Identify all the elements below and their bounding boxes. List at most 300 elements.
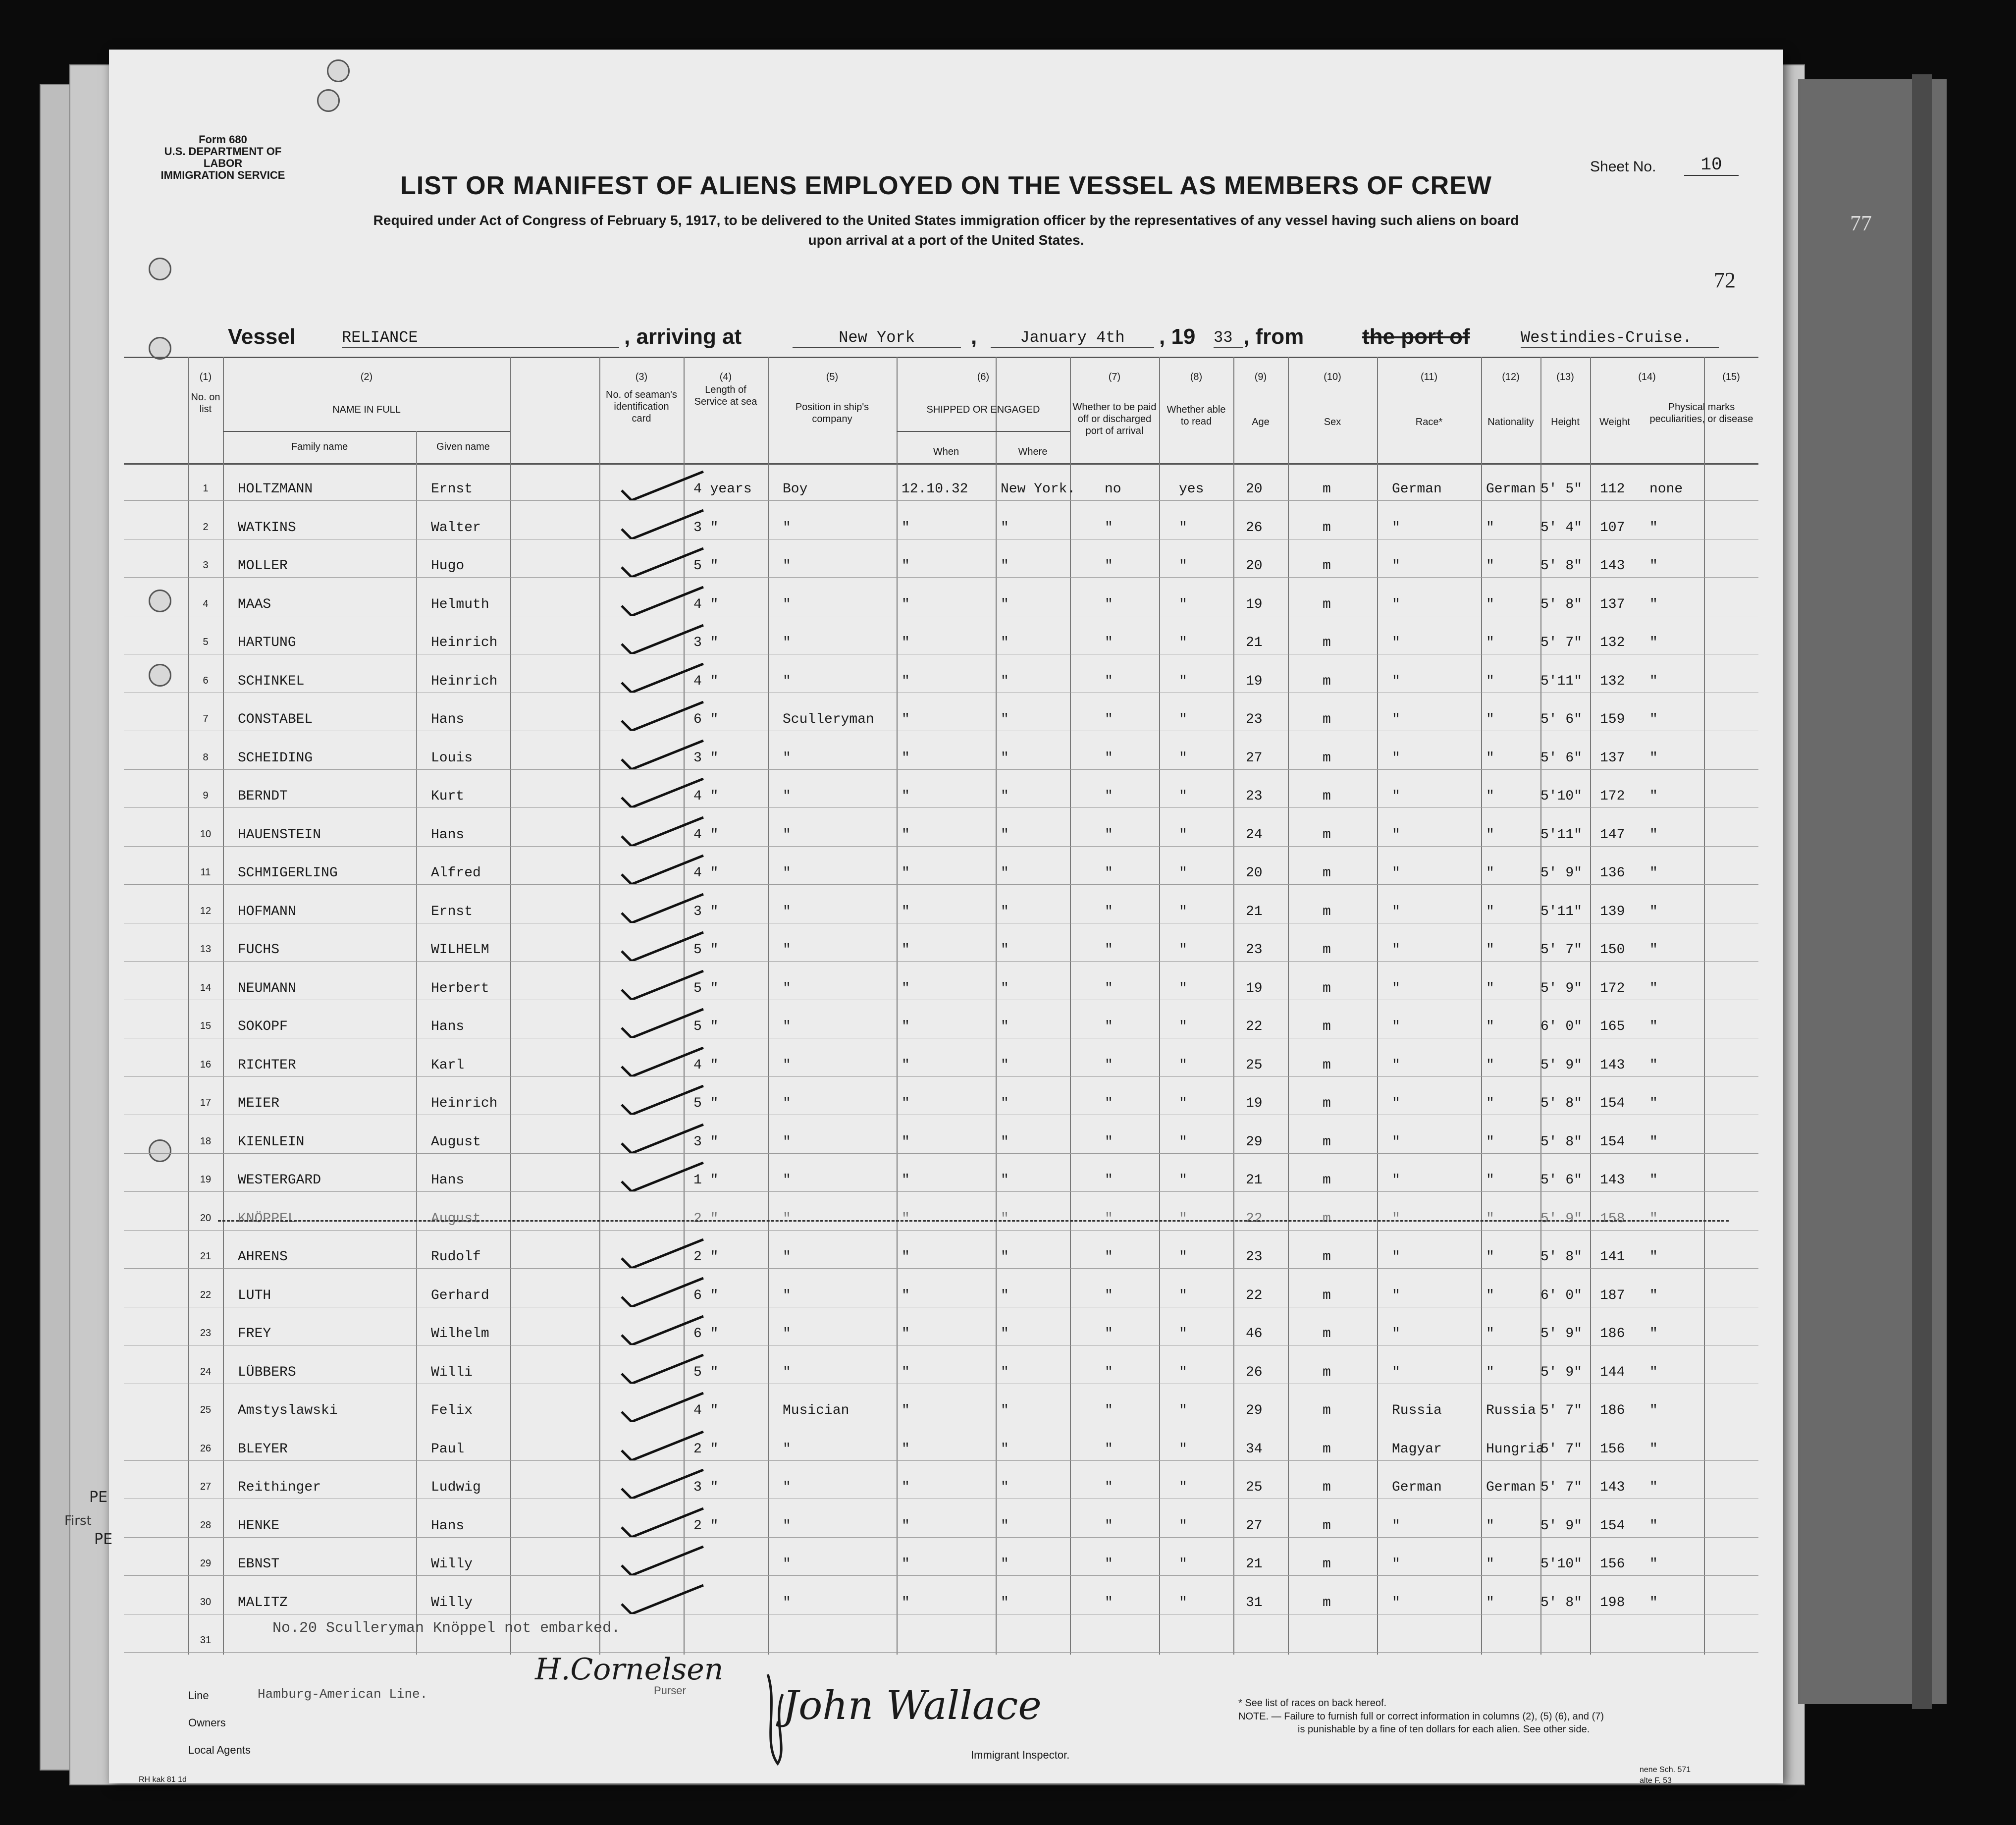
cell-position: " [783, 673, 791, 689]
row-number: 28 [200, 1519, 212, 1531]
header-nationality: Nationality [1487, 417, 1534, 428]
cell-weight: 132 [1600, 673, 1625, 689]
cell-family: MALITZ [238, 1595, 288, 1610]
cell-weight: 147 [1600, 827, 1625, 843]
cell-read: " [1179, 673, 1187, 689]
cell-race: " [1392, 712, 1400, 727]
cell-marks: " [1649, 980, 1658, 996]
cell-given: Louis [431, 750, 473, 766]
cell-given: Hans [431, 712, 465, 727]
cell-service: 4 " [693, 1403, 719, 1418]
cell-position: " [783, 596, 791, 612]
row-number: 30 [200, 1596, 212, 1608]
cell-family: FREY [238, 1326, 271, 1342]
cell-marks: " [1649, 635, 1658, 650]
cell-height: 5' 7" [1540, 942, 1583, 958]
cell-nat: German [1486, 482, 1536, 497]
cell-height: 5' 6" [1540, 1173, 1583, 1188]
cell-where: " [1001, 1019, 1009, 1034]
header-where: Where [1018, 446, 1048, 457]
crew-table [124, 357, 1758, 1655]
cell-where: " [1001, 980, 1009, 996]
cell-height: 5' 8" [1540, 1249, 1583, 1265]
cell-age: 21 [1246, 1557, 1263, 1572]
cell-position: " [783, 750, 791, 766]
cell-where: " [1001, 1211, 1009, 1227]
cell-sex: m [1323, 1211, 1331, 1227]
cell-height: 5'10" [1540, 789, 1583, 804]
cell-where: " [1001, 712, 1009, 727]
name-split-line [416, 431, 417, 1655]
cell-nat: " [1486, 1249, 1494, 1265]
cell-service: 3 " [693, 520, 719, 536]
cell-height: 5' 8" [1540, 558, 1583, 574]
cell-when: " [902, 1326, 910, 1342]
cell-height: 5' 9" [1540, 1326, 1583, 1342]
cell-nat: " [1486, 750, 1494, 766]
cell-race: " [1392, 1595, 1400, 1610]
cell-race: " [1392, 635, 1400, 650]
cell-sex: m [1323, 904, 1331, 919]
row-divider [124, 1460, 1758, 1461]
line-label: Line [188, 1689, 209, 1702]
cell-weight: 143 [1600, 1480, 1625, 1495]
row-number: 9 [203, 790, 209, 801]
cell-given: Ernst [431, 482, 473, 497]
cell-nat: " [1486, 827, 1494, 843]
cell-sex: m [1323, 1019, 1331, 1034]
cell-nat: " [1486, 1326, 1494, 1342]
cell-given: Gerhard [431, 1288, 489, 1303]
cell-read: " [1179, 1364, 1187, 1380]
cell-marks: " [1649, 1326, 1658, 1342]
cell-marks: " [1649, 1518, 1658, 1534]
page-title: LIST OR MANIFEST OF ALIENS EMPLOYED ON THE VESSEL AS MEMBERS OF CREW [400, 171, 1492, 200]
cell-when: " [902, 942, 910, 958]
row-number: 25 [200, 1404, 212, 1415]
cell-race: " [1392, 1326, 1400, 1342]
row-number: 23 [200, 1328, 212, 1339]
row-divider [124, 846, 1758, 847]
cell-marks: " [1649, 904, 1658, 919]
cell-sex: m [1323, 673, 1331, 689]
row-number: 6 [203, 675, 209, 686]
cell-weight: 107 [1600, 520, 1625, 536]
cell-position: " [783, 1211, 791, 1227]
header-name-in-full: NAME IN FULL [332, 404, 401, 415]
cell-where: " [1001, 1441, 1009, 1457]
cell-race: " [1392, 865, 1400, 881]
punch-hole [327, 59, 350, 82]
cell-read: " [1179, 1557, 1187, 1572]
cell-when: " [902, 827, 910, 843]
from-struck-text: the port of [1362, 324, 1470, 349]
cell-when: " [902, 1249, 910, 1265]
cell-position: " [783, 1595, 791, 1610]
cell-sex: m [1323, 750, 1331, 766]
cell-height: 5' 9" [1540, 1364, 1583, 1380]
cell-where: " [1001, 1557, 1009, 1572]
col-number: (1) [199, 372, 212, 382]
cell-race: " [1392, 1211, 1400, 1227]
cell-weight: 136 [1600, 865, 1625, 881]
cell-read: yes [1179, 482, 1204, 497]
cell-read: " [1179, 827, 1187, 843]
row-divider [124, 1268, 1758, 1269]
cell-position: Boy [783, 482, 808, 497]
subtitle-line-1: Required under Act of Congress of February 5, 1917, to be delivered to the United States immigration officer by the representatives of any vessel having such aliens on board [373, 213, 1519, 228]
cell-sex: m [1323, 789, 1331, 804]
form-number: Form 680 [199, 133, 247, 146]
cell-family: BERNDT [238, 789, 288, 804]
manifest-sheet [64, 50, 1783, 1785]
cell-paid: " [1105, 1480, 1113, 1495]
cell-age: 34 [1246, 1441, 1263, 1457]
cell-nat: " [1486, 1518, 1494, 1534]
cell-weight: 186 [1600, 1326, 1625, 1342]
cell-read: " [1179, 1173, 1187, 1188]
purser-label: Purser [654, 1684, 686, 1697]
cell-race: Magyar [1392, 1441, 1442, 1457]
row-divider [124, 961, 1758, 962]
cell-where: " [1001, 1249, 1009, 1265]
cell-read: " [1179, 520, 1187, 536]
cell-read: " [1179, 750, 1187, 766]
cell-where: " [1001, 520, 1009, 536]
cell-height: 5' 4" [1540, 520, 1583, 536]
cell-where: " [1001, 750, 1009, 766]
cell-read: " [1179, 980, 1187, 996]
cell-when: " [902, 1019, 910, 1034]
cell-where: " [1001, 1364, 1009, 1380]
row-number: 2 [203, 521, 209, 533]
col-number: (4) [719, 372, 732, 382]
cell-paid: " [1105, 827, 1113, 843]
cell-family: KIENLEIN [238, 1134, 305, 1150]
header-able-read: Whether able to read [1167, 404, 1226, 427]
cell-when: " [902, 904, 910, 919]
cell-age: 23 [1246, 789, 1263, 804]
inspector-signature-text: John Wallace [783, 1682, 1042, 1728]
row-number: 18 [200, 1135, 212, 1147]
cell-weight: 186 [1600, 1403, 1625, 1418]
cell-family: LUTH [238, 1288, 271, 1303]
punch-hole [149, 258, 171, 280]
cell-where: " [1001, 1403, 1009, 1418]
cell-nat: " [1486, 1211, 1494, 1227]
cell-age: 21 [1246, 635, 1263, 650]
cell-sex: m [1323, 1557, 1331, 1572]
cell-read: " [1179, 635, 1187, 650]
cell-service: 6 " [693, 1326, 719, 1342]
cell-position: " [783, 980, 791, 996]
cell-height: 5'10" [1540, 1557, 1583, 1572]
cell-given: Paul [431, 1441, 465, 1457]
cell-age: 21 [1246, 1173, 1263, 1188]
cell-family: WATKINS [238, 520, 296, 536]
cell-when: " [902, 712, 910, 727]
cell-race: " [1392, 789, 1400, 804]
cell-marks: " [1649, 827, 1658, 843]
cell-race: " [1392, 1364, 1400, 1380]
cell-when: " [902, 1480, 910, 1495]
remark-not-embarked: No.20 Sculleryman Knöppel not embarked. [272, 1620, 621, 1637]
cell-nat: " [1486, 1173, 1494, 1188]
form-service: IMMIGRATION SERVICE [160, 169, 285, 181]
cell-read: " [1179, 1595, 1187, 1610]
row-number: 17 [200, 1097, 212, 1108]
cell-where: " [1001, 1480, 1009, 1495]
cell-given: Rudolf [431, 1249, 481, 1265]
col-number: (3) [635, 372, 648, 382]
cell-when: " [902, 1288, 910, 1303]
margin-number-top: 77 [1850, 211, 1872, 235]
cell-position: " [783, 1057, 791, 1073]
sheet-number-value: 10 [1684, 155, 1739, 176]
cell-age: 22 [1246, 1019, 1263, 1034]
cell-paid: " [1105, 1288, 1113, 1303]
sheet-number-label: Sheet No. [1590, 159, 1656, 175]
cell-read: " [1179, 1441, 1187, 1457]
cell-race: " [1392, 1096, 1400, 1111]
header-weight: Weight [1599, 417, 1630, 428]
cell-when: " [902, 1557, 910, 1572]
cell-family: CONSTABEL [238, 712, 313, 727]
cell-paid: " [1105, 1326, 1113, 1342]
cell-family: LÜBBERS [238, 1364, 296, 1380]
cell-height: 5'11" [1540, 904, 1583, 919]
cell-read: " [1179, 1134, 1187, 1150]
cell-weight: 143 [1600, 1057, 1625, 1073]
cell-age: 22 [1246, 1211, 1263, 1227]
row-divider [124, 500, 1758, 501]
row-divider [124, 577, 1758, 578]
purser-signature-text: H.Cornelsen [535, 1652, 724, 1687]
cell-marks: " [1649, 1480, 1658, 1495]
margin-number-second: 72 [1714, 268, 1736, 292]
cell-age: 25 [1246, 1057, 1263, 1073]
cell-read: " [1179, 596, 1187, 612]
cell-service: 4 " [693, 865, 719, 881]
cell-position: " [783, 904, 791, 919]
fine-note-2: is punishable by a fine of ten dollars for each alien. See other side. [1298, 1724, 1590, 1735]
cell-given: Wilhelm [431, 1326, 489, 1342]
cell-marks: " [1649, 673, 1658, 689]
header-length-service: Length of Service at sea [694, 384, 757, 407]
cell-service: 3 " [693, 904, 719, 919]
cell-family: MEIER [238, 1096, 280, 1111]
cell-read: " [1179, 1057, 1187, 1073]
cell-sex: m [1323, 1595, 1331, 1610]
date-separator: , [971, 324, 977, 349]
col-number: (13) [1556, 372, 1574, 382]
checkmark-icon [619, 1584, 708, 1614]
cell-family: FUCHS [238, 942, 280, 958]
cell-race: " [1392, 558, 1400, 574]
cell-marks: " [1649, 712, 1658, 727]
header-family-name: Family name [291, 441, 348, 452]
from-label: , from [1243, 324, 1304, 349]
cell-race: " [1392, 980, 1400, 996]
cell-height: 5' 8" [1540, 1096, 1583, 1111]
cell-paid: " [1105, 789, 1113, 804]
cell-given: Herbert [431, 980, 489, 996]
cell-age: 31 [1246, 1595, 1263, 1610]
year-suffix: 33 [1214, 328, 1243, 348]
cell-weight: 139 [1600, 904, 1625, 919]
cell-age: 19 [1246, 596, 1263, 612]
cell-race: Russia [1392, 1403, 1442, 1418]
cell-when: " [902, 1364, 910, 1380]
cell-read: " [1179, 1019, 1187, 1034]
races-note: * See list of races on back hereof. [1238, 1698, 1387, 1709]
line-value: Hamburg-American Line. [258, 1687, 428, 1702]
cell-when: 12.10.32 [902, 482, 968, 497]
cell-marks: " [1649, 942, 1658, 958]
cell-weight: 144 [1600, 1364, 1625, 1380]
cell-paid: " [1105, 1595, 1113, 1610]
cell-age: 19 [1246, 673, 1263, 689]
checkmark-icon [619, 1546, 708, 1575]
purser-signature [530, 1645, 738, 1699]
cell-age: 20 [1246, 482, 1263, 497]
cell-nat: " [1486, 635, 1494, 650]
cell-sex: m [1323, 1480, 1331, 1495]
cell-read: " [1179, 789, 1187, 804]
cell-family: SCHINKEL [238, 673, 305, 689]
row-number: 7 [203, 713, 209, 724]
cell-given: Willi [431, 1364, 473, 1380]
cell-nat: Russia [1486, 1403, 1536, 1418]
cell-when: " [902, 1441, 910, 1457]
cell-race: " [1392, 1134, 1400, 1150]
col-number: (5) [826, 372, 839, 382]
header-no-on-list: No. on list [191, 392, 220, 415]
row-number: 26 [200, 1443, 212, 1454]
header-shipped: SHIPPED OR ENGAGED [926, 404, 1040, 415]
header-bottom-border [124, 463, 1758, 465]
first-annotation: First [64, 1513, 92, 1528]
cell-paid: " [1105, 520, 1113, 536]
cell-family: AHRENS [238, 1249, 288, 1265]
cell-nat: " [1486, 1595, 1494, 1610]
cell-weight: 172 [1600, 980, 1625, 996]
cell-position: " [783, 1480, 791, 1495]
cell-service: 4 years [693, 482, 752, 497]
inspector-label: Immigrant Inspector. [971, 1749, 1070, 1761]
cell-nat: " [1486, 558, 1494, 574]
cell-when: " [902, 558, 910, 574]
cell-position: " [783, 635, 791, 650]
cell-paid: " [1105, 1173, 1113, 1188]
cell-given: Ludwig [431, 1480, 481, 1495]
cell-service: 2 " [693, 1518, 719, 1534]
cell-paid: " [1105, 865, 1113, 881]
cell-height: 5' 6" [1540, 750, 1583, 766]
cell-when: " [902, 865, 910, 881]
cell-read: " [1179, 558, 1187, 574]
cell-given: Hans [431, 827, 465, 843]
print-code-right-1: nene Sch. 571 [1640, 1766, 1691, 1774]
cell-where: " [1001, 635, 1009, 650]
cell-family: HOLTZMANN [238, 482, 313, 497]
cell-service: 2 " [693, 1249, 719, 1265]
cell-where: " [1001, 904, 1009, 919]
cell-where: " [1001, 596, 1009, 612]
cell-family: RICHTER [238, 1057, 296, 1073]
cell-sex: m [1323, 1096, 1331, 1111]
cell-service: 3 " [693, 1480, 719, 1495]
cell-sex: m [1323, 1441, 1331, 1457]
row-divider [124, 1076, 1758, 1077]
cell-family: BLEYER [238, 1441, 288, 1457]
cell-family: EBNST [238, 1557, 280, 1572]
cell-given: Hugo [431, 558, 465, 574]
year-prefix: , 19 [1159, 324, 1196, 349]
cell-sex: m [1323, 558, 1331, 574]
cell-weight: 156 [1600, 1441, 1625, 1457]
cell-height: 5' 8" [1540, 1134, 1583, 1150]
cell-read: " [1179, 712, 1187, 727]
header-race: Race* [1415, 417, 1443, 428]
row-divider [124, 1230, 1758, 1231]
vessel-label: Vessel [228, 324, 296, 349]
cell-weight: 143 [1600, 1173, 1625, 1188]
cell-nat: " [1486, 1096, 1494, 1111]
arriving-label: , arriving at [624, 324, 742, 349]
print-code-right-2: alte F. 53 [1640, 1776, 1672, 1785]
binder-edge-dark [1912, 74, 1932, 1709]
cell-weight: 137 [1600, 596, 1625, 612]
cell-paid: " [1105, 1096, 1113, 1111]
cell-race: " [1392, 596, 1400, 612]
cell-position: " [783, 1557, 791, 1572]
cell-read: " [1179, 1096, 1187, 1111]
cell-position: " [783, 520, 791, 536]
cell-family: HOFMANN [238, 904, 296, 919]
cell-paid: " [1105, 1441, 1113, 1457]
cell-position: " [783, 1096, 791, 1111]
form-department: U.S. DEPARTMENT OF LABOR [164, 145, 282, 169]
cell-paid: " [1105, 942, 1113, 958]
cell-marks: " [1649, 1288, 1658, 1303]
cell-given: WILHELM [431, 942, 489, 958]
cell-when: " [902, 1403, 910, 1418]
cell-position: " [783, 942, 791, 958]
cell-nat: " [1486, 673, 1494, 689]
cell-when: " [902, 673, 910, 689]
row-divider [124, 1537, 1758, 1538]
cell-weight: 165 [1600, 1019, 1625, 1034]
row-divider [124, 884, 1758, 885]
vessel-row [228, 324, 1714, 354]
cell-weight: 158 [1600, 1211, 1625, 1227]
header-age: Age [1252, 417, 1270, 428]
row-number: 12 [200, 905, 212, 916]
cell-nat: " [1486, 1288, 1494, 1303]
cell-nat: " [1486, 789, 1494, 804]
cell-family: SCHEIDING [238, 750, 313, 766]
cell-read: " [1179, 1211, 1187, 1227]
cell-given: August [431, 1211, 481, 1227]
cell-family: MAAS [238, 596, 271, 612]
row-number: 10 [200, 828, 212, 840]
cell-age: 19 [1246, 980, 1263, 996]
row-divider [124, 1652, 1758, 1653]
name-subheader-line [223, 431, 510, 432]
cell-read: " [1179, 1249, 1187, 1265]
cell-service: 5 " [693, 558, 719, 574]
